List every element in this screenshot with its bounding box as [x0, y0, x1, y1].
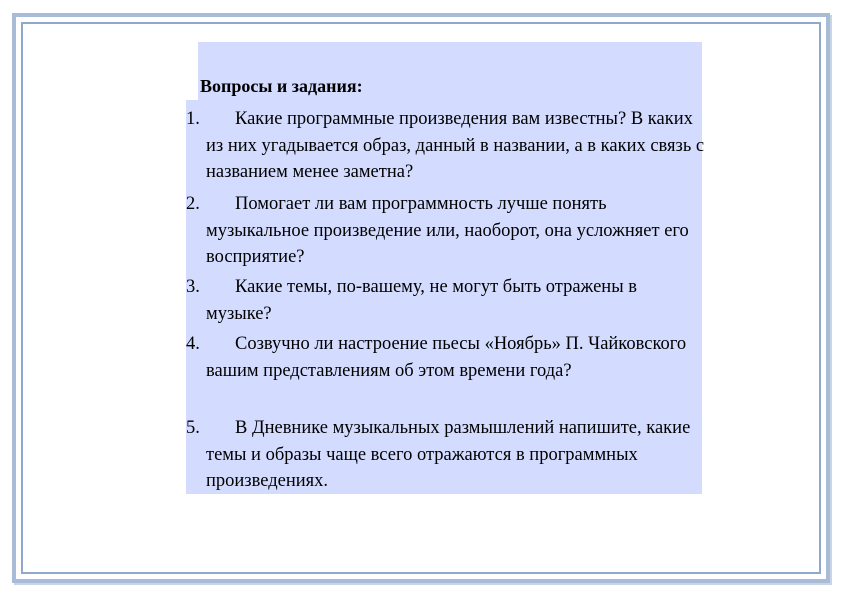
question-text: В Дневнике музыкальных размышлений напишите, какие темы и образы чаще всего отражаются в программных произведениях.: [206, 418, 691, 491]
question-number: 5.: [186, 418, 200, 438]
question-text: Какие темы, по-вашему, не могут быть отражены в музыке?: [206, 277, 637, 324]
question-item: [186, 415, 706, 495]
question-item: [186, 106, 706, 186]
question-item: [186, 331, 706, 384]
heading: Вопросы и задания:: [200, 76, 363, 96]
question-text: Созвучно ли настроение пьесы «Ноябрь» П. Чайковского вашим представлениям об этом времени года?: [206, 334, 687, 381]
question-text: Какие программные произведения вам известны? В каких из них угадывается образ, данный в названии, а в каких связь с названием менее заметна?: [206, 109, 705, 182]
question-text: Помогает ли вам программность лучше понять музыкальное произведение или, наоборот, она усложняет его восприятие?: [206, 194, 689, 267]
question-number: 4.: [186, 334, 200, 354]
question-item: [186, 191, 706, 271]
question-number: 2.: [186, 194, 200, 214]
question-number: 3.: [186, 277, 200, 297]
question-number: 1.: [186, 109, 200, 129]
question-item: [186, 274, 706, 327]
questions-panel: [186, 100, 705, 494]
